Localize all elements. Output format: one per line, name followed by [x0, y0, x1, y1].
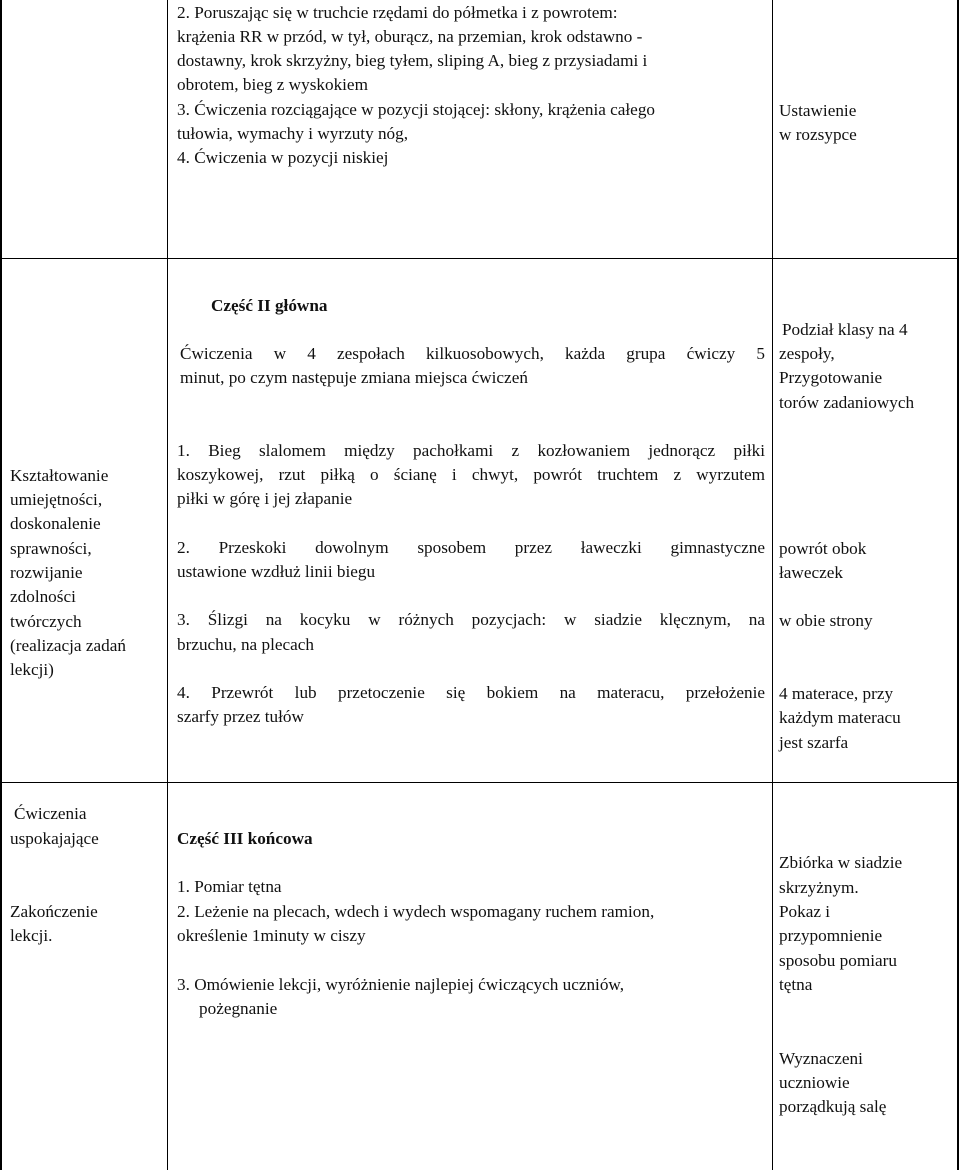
note-line: tętna: [779, 975, 813, 994]
warmup-line: dostawny, krok skrzyżny, bieg tyłem, sliping A, bieg z przysiadami i: [177, 51, 648, 70]
note-line: skrzyżnym.: [779, 878, 859, 897]
warmup-line: 4. Ćwiczenia w pozycji niskiej: [177, 148, 389, 167]
end-item-1: 1. Pomiar tętna: [177, 877, 282, 896]
goal-line: uspokajające: [10, 829, 99, 848]
warmup-line: obrotem, bieg z wyskokiem: [177, 75, 368, 94]
column-divider-2: [772, 0, 773, 1170]
note-line: Podział klasy na 4: [782, 320, 908, 339]
exercise-1-line: 1. Bieg slalomem między pachołkami z kozłowaniem jednorącz piłki: [177, 441, 765, 460]
intro-line: minut, po czym następuje zmiana miejsca ćwiczeń: [180, 368, 528, 387]
note-line: w rozsypce: [779, 125, 857, 144]
exercise-1-line: piłki w górę i jej złapanie: [177, 489, 353, 508]
goal-line: lekcji): [10, 660, 54, 679]
goal-line: Kształtowanie: [10, 466, 109, 485]
warmup-line: 3. Ćwiczenia rozciągające w pozycji stojącej: skłony, krążenia całego: [177, 100, 656, 119]
goal-line: lekcji.: [10, 926, 53, 945]
end-item-3-line: pożegnanie: [199, 999, 278, 1018]
end-item-2-line: 2. Leżenie na plecach, wdech i wydech wspomagany ruchem ramion,: [177, 902, 655, 921]
note-line: porządkują salę: [779, 1097, 887, 1116]
note-line: ławeczek: [779, 563, 843, 582]
exercise-3-line: 3. Ślizgi na kocyku w różnych pozycjach: w siadzie klęcznym, na: [177, 610, 765, 629]
note-line: zespoły,: [779, 344, 835, 363]
note-line: przypomnienie: [779, 926, 883, 945]
exercise-4-line: 4. Przewrót lub przetoczenie się bokiem na materacu, przełożenie: [177, 683, 765, 702]
note-line: Wyznaczeni: [779, 1049, 863, 1068]
note-line: Pokaz i: [779, 902, 831, 921]
goal-line: Zakończenie: [10, 902, 98, 921]
row-divider-1: [0, 258, 959, 259]
note-line: Ustawienie: [779, 101, 857, 120]
exercise-3-line: brzuchu, na plecach: [177, 635, 314, 654]
exercise-2-line: ustawione wzdłuż linii biegu: [177, 562, 376, 581]
row-divider-2: [0, 782, 959, 783]
goal-line: rozwijanie: [10, 563, 83, 582]
warmup-line: 2. Poruszając się w truchcie rzędami do półmetka i z powrotem:: [177, 3, 618, 22]
goal-line: doskonalenie: [10, 514, 101, 533]
note-line: powrót obok: [779, 539, 867, 558]
table-right-border: [957, 0, 959, 1170]
end-item-3-line: 3. Omówienie lekcji, wyróżnienie najlepiej ćwiczących uczniów,: [177, 975, 625, 994]
note-line: Przygotowanie: [779, 368, 883, 387]
warmup-line: krążenia RR w przód, w tył, oburącz, na przemian, krok odstawno -: [177, 27, 643, 46]
column-divider-1: [167, 0, 168, 1170]
section-heading: Część II główna: [211, 296, 328, 315]
note-line: jest szarfa: [779, 733, 849, 752]
end-item-2-line: określenie 1minuty w ciszy: [177, 926, 366, 945]
goal-line: umiejętności,: [10, 490, 103, 509]
exercise-4-line: szarfy przez tułów: [177, 707, 304, 726]
section-heading: Część III końcowa: [177, 829, 313, 848]
goal-line: Ćwiczenia: [14, 804, 87, 823]
table-left-border: [0, 0, 2, 1170]
note-line: 4 materace, przy: [779, 684, 894, 703]
goal-line: zdolności: [10, 587, 76, 606]
note-line: sposobu pomiaru: [779, 951, 897, 970]
goal-line: twórczych: [10, 612, 82, 631]
goal-line: (realizacja zadań: [10, 636, 126, 655]
exercise-1-line: koszykowej, rzut piłką o ścianę i chwyt, powrót truchtem z wyrzutem: [177, 465, 765, 484]
warmup-line: tułowia, wymachy i wyrzuty nóg,: [177, 124, 409, 143]
note-line: uczniowie: [779, 1073, 850, 1092]
note-line: torów zadaniowych: [779, 393, 915, 412]
intro-line: Ćwiczenia w 4 zespołach kilkuosobowych, każda grupa ćwiczy 5: [180, 344, 765, 363]
exercise-2-line: 2. Przeskoki dowolnym sposobem przez ławeczki gimnastyczne: [177, 538, 765, 557]
note-line: Zbiórka w siadzie: [779, 853, 903, 872]
goal-line: sprawności,: [10, 539, 92, 558]
note-line: w obie strony: [779, 611, 873, 630]
note-line: każdym materacu: [779, 708, 901, 727]
